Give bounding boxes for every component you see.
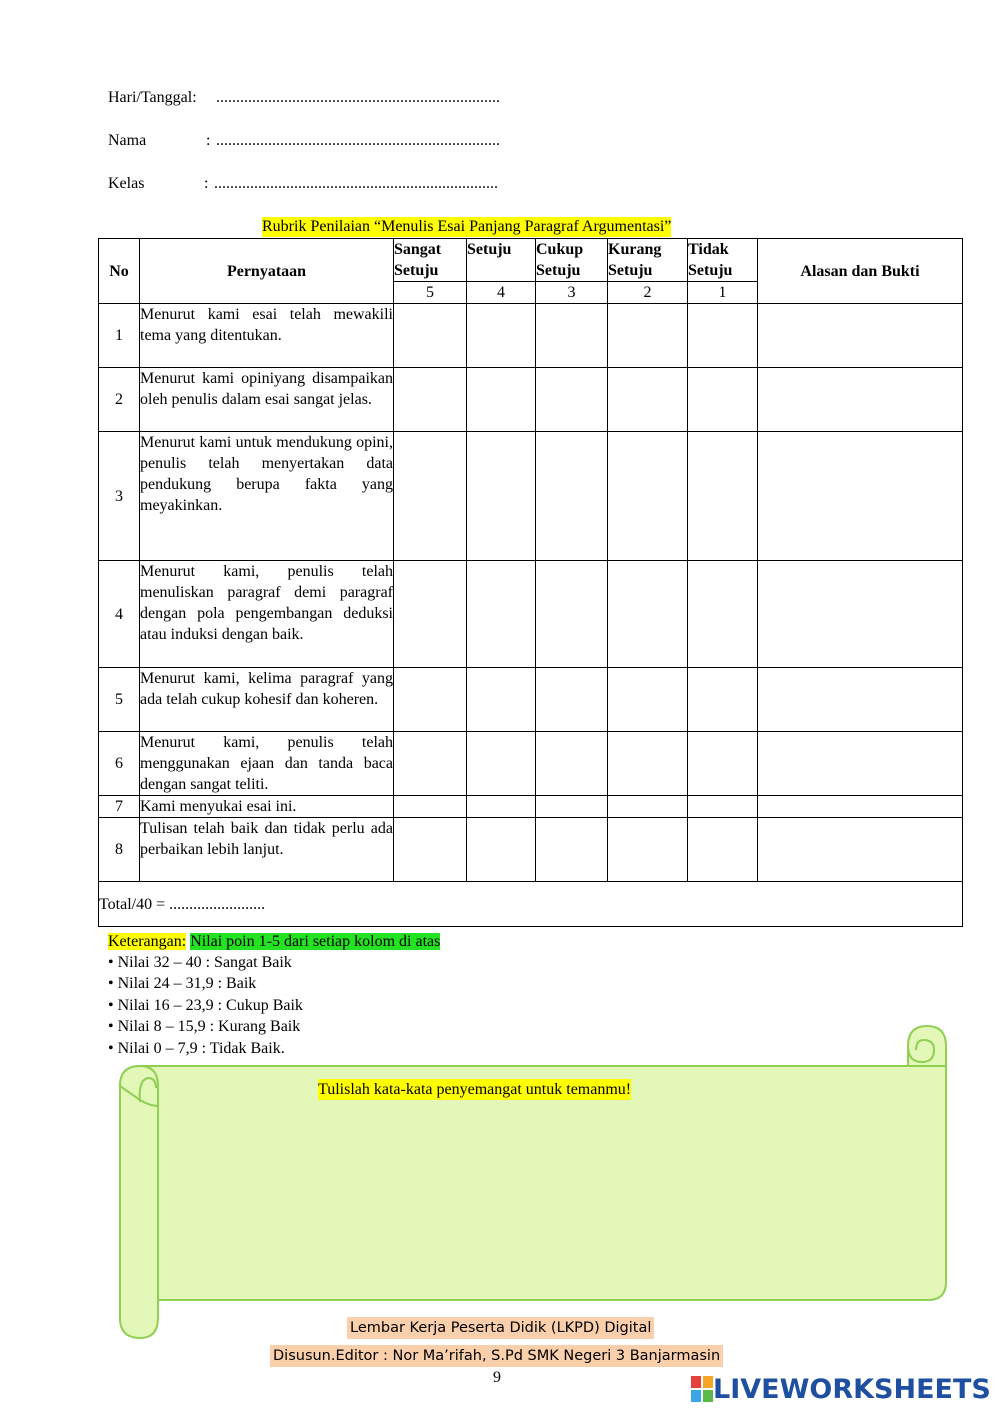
row-statement: Menurut kami esai telah mewakili tema yang ditentukan.	[140, 304, 394, 368]
date-label: Hari/Tanggal	[108, 89, 193, 106]
header-reason: Alasan dan Bukti	[758, 239, 963, 304]
score-5: 5	[394, 282, 467, 304]
total-cell[interactable]: Total/40 = ........................	[99, 882, 963, 927]
row-number: 5	[99, 668, 140, 732]
notes-highlight: Nilai poin 1-5 dari setiap kolom di atas	[190, 933, 441, 950]
date-dots[interactable]: .......................................................................	[216, 89, 500, 106]
list-item: • Nilai 8 – 15,9 : Kurang Baik	[108, 1018, 301, 1036]
row-number: 4	[99, 561, 140, 668]
scroll-prompt: Tulislah kata-kata penyemangat untuk temanmu!	[318, 1081, 632, 1098]
date-separator: :	[192, 89, 197, 106]
page-number: 9	[493, 1369, 501, 1386]
header-setuju: Setuju	[467, 239, 536, 282]
score-3: 3	[536, 282, 608, 304]
name-dots[interactable]: .......................................................................	[216, 132, 500, 149]
rubric-title: Rubrik Penilaian “Menulis Esai Panjang Paragraf Argumentasi”	[262, 218, 672, 235]
footer-line-2: Disusun.Editor : Nor Ma’rifah, S.Pd SMK Negeri 3 Banjarmasin	[270, 1345, 723, 1367]
score-4: 4	[467, 282, 536, 304]
list-item: • Nilai 24 – 31,9 : Baik	[108, 975, 257, 993]
name-label: Nama	[108, 132, 147, 149]
header-statement: Pernyataan	[140, 239, 394, 304]
list-item: • Nilai 16 – 23,9 : Cukup Baik	[108, 996, 303, 1014]
score-1: 1	[688, 282, 758, 304]
row-statement: Menurut kami untuk mendukung opini, penulis telah menyertakan data pendukung berupa fakta yang meyakinkan.	[140, 432, 394, 561]
row-statement: Kami menyukai esai ini.	[140, 796, 394, 818]
liveworksheets-text: LIVEWORKSHEETS	[713, 1373, 991, 1405]
class-label: Kelas	[108, 175, 145, 192]
liveworksheets-watermark[interactable]	[691, 1374, 991, 1404]
row-number: 8	[99, 818, 140, 882]
row-number: 1	[99, 304, 140, 368]
row-number: 3	[99, 432, 140, 561]
header-kurang-setuju: Kurang Setuju	[608, 239, 688, 282]
class-separator: :	[204, 175, 209, 192]
row-statement: Menurut kami, penulis telah menggunakan ejaan dan tanda baca dengan sangat teliti.	[140, 732, 394, 796]
header-no: No	[99, 239, 140, 304]
row-statement: Tulisan telah baik dan tidak perlu ada perbaikan lebih lanjut.	[140, 818, 394, 882]
name-separator: :	[206, 132, 211, 149]
row-statement: Menurut kami, kelima paragraf yang ada telah cukup kohesif dan koheren.	[140, 668, 394, 732]
notes-label: Keterangan:	[108, 933, 187, 950]
list-item: • Nilai 32 – 40 : Sangat Baik	[108, 954, 292, 971]
row-statement: Menurut kami opiniyang disampaikan oleh penulis dalam esai sangat jelas.	[140, 368, 394, 432]
row-number: 7	[99, 796, 140, 818]
footer-line-1: Lembar Kerja Peserta Didik (LKPD) Digital	[347, 1317, 654, 1339]
header-sangat-setuju: Sangat Setuju	[394, 239, 467, 282]
score-2: 2	[608, 282, 688, 304]
row-statement: Menurut kami, penulis telah menuliskan paragraf demi paragraf dengan pola pengembangan deduksi atau induksi dengan baik.	[140, 561, 394, 668]
header-cukup-setuju: Cukup Setuju	[536, 239, 608, 282]
header-tidak-setuju: Tidak Setuju	[688, 239, 758, 282]
liveworksheets-logo-icon	[691, 1376, 713, 1402]
row-number: 6	[99, 732, 140, 796]
class-dots[interactable]: .......................................................................	[214, 175, 498, 192]
list-item: • Nilai 0 – 7,9 : Tidak Baik.	[108, 1039, 285, 1057]
row-number: 2	[99, 368, 140, 432]
